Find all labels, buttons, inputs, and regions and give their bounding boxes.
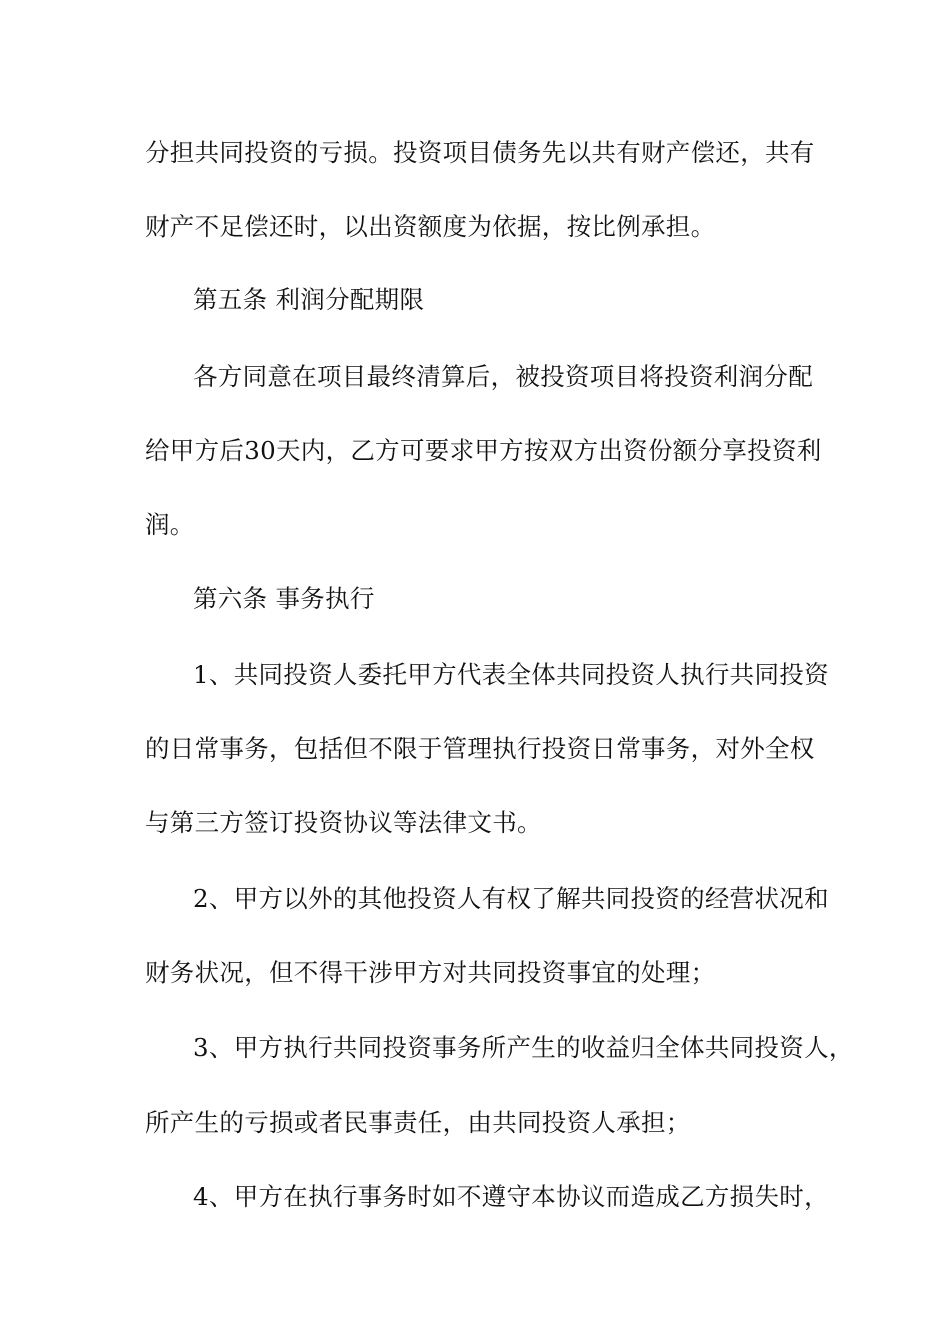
paragraph-line-9: 的日常事务，包括但不限于管理执行投资日常事务，对外全权: [145, 734, 815, 763]
paragraph-line-8: 1、共同投资人委托甲方代表全体共同投资人执行共同投资: [193, 660, 829, 689]
paragraph-line-4: 各方同意在项目最终清算后，被投资项目将投资利润分配: [193, 362, 813, 391]
paragraph-line-15: 4、甲方在执行事务时如不遵守本协议而造成乙方损失时，: [193, 1182, 829, 1211]
paragraph-line-10: 与第三方签订投资协议等法律文书。: [145, 808, 542, 837]
paragraph-line-12: 财务状况，但不得干涉甲方对共同投资事宜的处理；: [145, 958, 716, 987]
paragraph-line-1: 分担共同投资的亏损。投资项目债务先以共有财产偿还，共有: [145, 138, 815, 167]
section-heading-article-6: 第六条 事务执行: [193, 584, 375, 613]
paragraph-line-14: 所产生的亏损或者民事责任，由共同投资人承担；: [145, 1108, 691, 1137]
paragraph-line-2: 财产不足偿还时，以出资额度为依据，按比例承担。: [145, 212, 716, 241]
paragraph-line-13: 3、甲方执行共同投资事务所产生的收益归全体共同投资人，: [193, 1033, 854, 1062]
paragraph-line-5: 给甲方后30天内，乙方可要求甲方按双方出资份额分享投资利: [145, 436, 822, 465]
paragraph-line-6: 润。: [145, 510, 195, 539]
section-heading-article-5: 第五条 利润分配期限: [193, 285, 425, 314]
paragraph-line-11: 2、甲方以外的其他投资人有权了解共同投资的经营状况和: [193, 884, 829, 913]
